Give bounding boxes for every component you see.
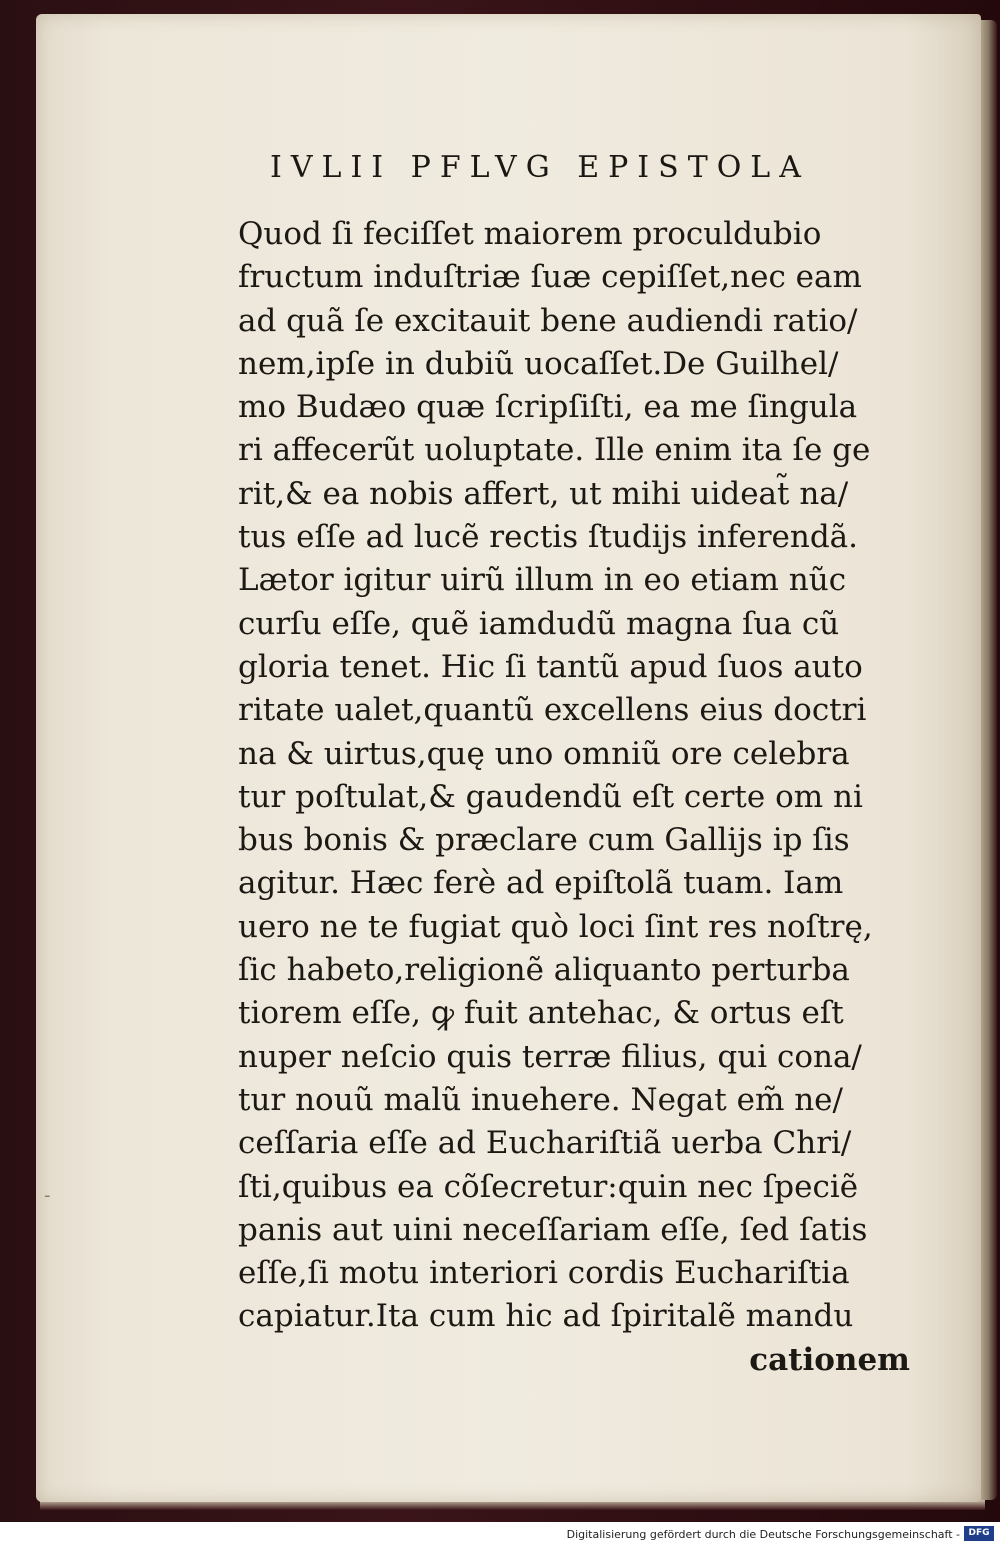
- text-line: uero ne te fugiat quò loci ſint res noſtrę,: [238, 908, 873, 945]
- footer-bar: [0, 1522, 1000, 1547]
- text-line: mo Budæo quæ ſcripſiſti, ea me ſingula: [238, 389, 858, 426]
- text-line: nuper neſcio quis terræ filius, qui cona/: [238, 1038, 862, 1075]
- text-line: capiatur.Ita cum hic ad ſpiritalẽ mandu: [238, 1298, 854, 1335]
- body-text: [238, 213, 910, 1382]
- text-line: gloria tenet. Hic ſi tantũ apud ſuos auto: [238, 648, 863, 685]
- text-line: ritate ualet,quantũ excellens eius doctri: [238, 692, 867, 729]
- funding-credit: Digitalisierung gefördert durch die Deutsche Forschungsgemeinschaft -: [566, 1528, 960, 1541]
- catchword: cationem: [749, 1341, 910, 1378]
- text-line: Lætor igitur uirũ illum in eo etiam nũc: [238, 562, 847, 599]
- text-line: tur nouũ malũ inuehere. Negat em̃ ne/: [238, 1081, 843, 1118]
- text-line: fructum induſtriæ ſuæ cepiſſet,nec eam: [238, 259, 862, 296]
- text-line: ri affecerũt uoluptate. Ille enim ita ſe ge: [238, 432, 871, 469]
- dfg-logo-icon: DFG: [964, 1526, 994, 1541]
- text-line: curſu eſſe, quẽ iamdudũ magna ſua cũ: [238, 605, 840, 642]
- text-line: tiorem eſſe, ꝙ fuit antehac, & ortus eſt: [238, 995, 844, 1032]
- margin-mark-icon: -: [44, 1185, 51, 1206]
- text-line: ceſſaria eſſe ad Euchariſtiã uerba Chri/: [238, 1125, 852, 1162]
- text-line: ſti,quibus ea cõſecretur:quin nec ſpeciẽ: [238, 1168, 859, 1205]
- text-line: agitur. Hæc ferè ad epiſtolã tuam. Iam: [238, 865, 844, 902]
- text-line: na & uirtus,quę uno omniũ ore celebra: [238, 735, 850, 772]
- text-line: panis aut uini neceſſariam eſſe, ſed ſatis: [238, 1211, 868, 1248]
- text-line: nem,ipſe in dubiũ uocaſſet.De Guilhel/: [238, 345, 839, 382]
- text-line: bus bonis & præclare cum Gallijs ip ſis: [238, 822, 850, 859]
- text-line: Quod ſi feciſſet maiorem proculdubio: [238, 216, 822, 252]
- text-line: ſic habeto,religionẽ aliquanto perturba: [238, 952, 850, 989]
- text-line: ad quã ſe excitauit bene audiendi ratio/: [238, 302, 858, 339]
- text-line: tur poſtulat,& gaudendũ eſt certe om ni: [238, 778, 863, 815]
- text-line: tus eſſe ad lucẽ rectis ſtudijs inferendã.: [238, 519, 858, 556]
- text-line: rit,& ea nobis affert, ut mihi uideat̃ na/: [238, 475, 849, 512]
- running-head: IVLII PFLVG EPISTOLA: [270, 150, 810, 185]
- text-line: eſſe,ſi motu interiori cordis Euchariſtia: [238, 1255, 850, 1292]
